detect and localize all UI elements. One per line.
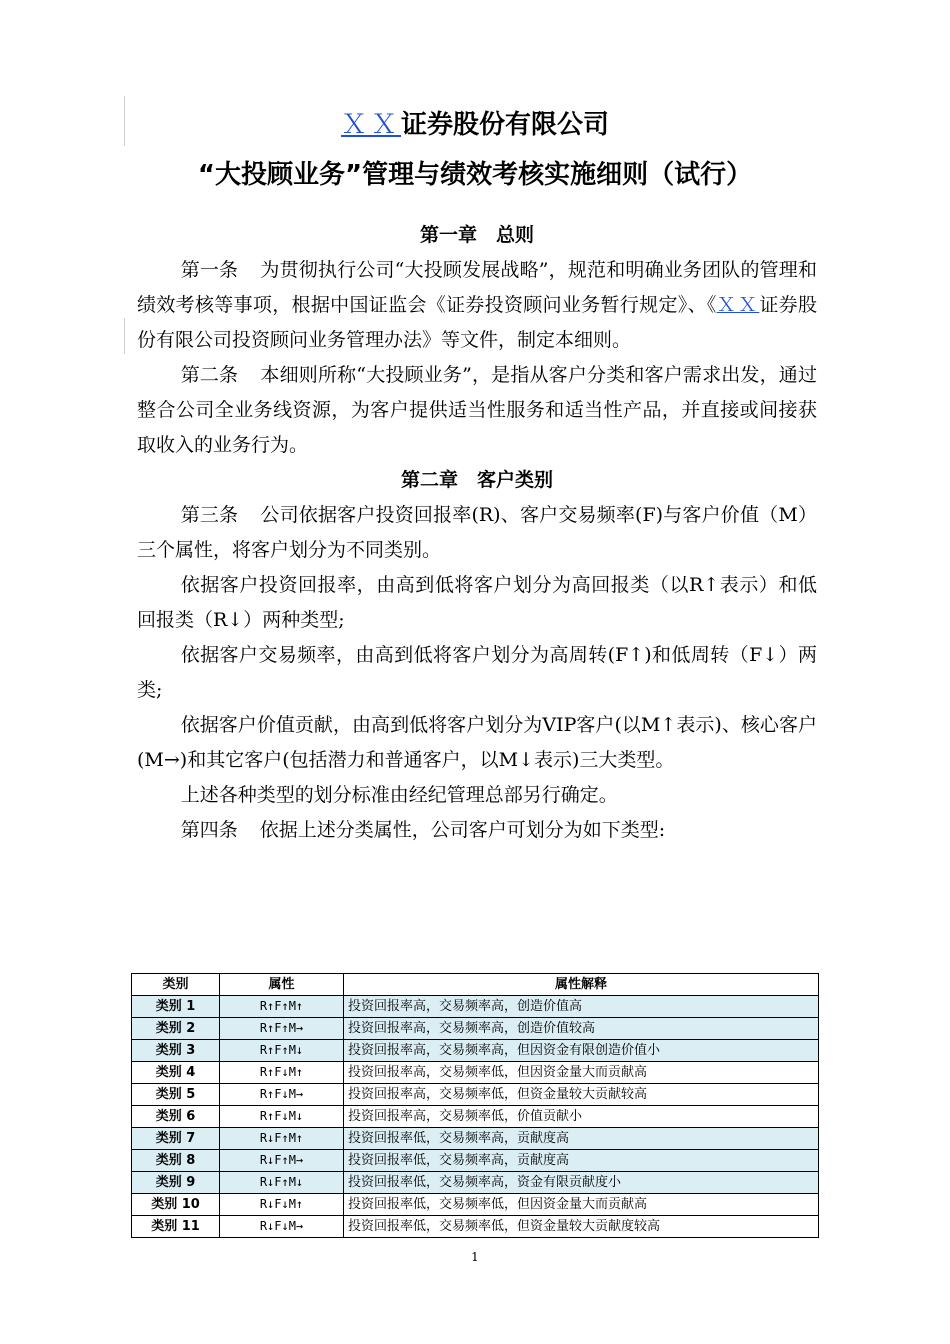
cell-category: 类别 5 bbox=[132, 1084, 220, 1106]
table-row bbox=[132, 1084, 819, 1106]
cell-attribute: R↓F↑M↑ bbox=[220, 1128, 344, 1150]
table-row bbox=[132, 1040, 819, 1062]
cell-category: 类别 8 bbox=[132, 1150, 220, 1172]
cell-category: 类别 7 bbox=[132, 1128, 220, 1150]
article-1 bbox=[137, 253, 817, 358]
cell-attribute: R↓F↑M↓ bbox=[220, 1172, 344, 1194]
cell-attribute: R↓F↓M↑ bbox=[220, 1194, 344, 1216]
article-3-label: 第三条 bbox=[180, 504, 239, 526]
chapter-1-heading: 第一章 总则 bbox=[419, 224, 534, 246]
article-3 bbox=[137, 498, 817, 568]
cell-attribute: R↓F↑M→ bbox=[220, 1150, 344, 1172]
cell-category: 类别 2 bbox=[132, 1018, 220, 1040]
paragraph-frequency: 依据客户交易频率，由高到低将客户划分为高周转(F↑)和低周转（F↓）两类; bbox=[137, 644, 817, 701]
table-row bbox=[132, 1194, 819, 1216]
cell-attribute: R↑F↓M↑ bbox=[220, 1062, 344, 1084]
article-4-text: 依据上述分类属性，公司客户可划分为如下类型: bbox=[259, 819, 666, 841]
table-row bbox=[132, 1062, 819, 1084]
cell-category: 类别 10 bbox=[132, 1194, 220, 1216]
cell-explanation: 投资回报率高，交易频率高，但因资金有限创造价值小 bbox=[344, 1040, 819, 1062]
table-row bbox=[132, 1216, 819, 1238]
cell-explanation: 投资回报率低，交易频率低，但资金量较大贡献度较高 bbox=[344, 1216, 819, 1238]
article-1-text-a: 为贯彻执行公司“大投顾发展战略”，规范和明确业务团队的管理和绩效考核等事项，根据中国证监会《证券投资顾问业务暂行规定》、《 bbox=[137, 259, 817, 316]
document-subtitle: “大投顾业务”管理与绩效考核实施细则（试行） bbox=[197, 160, 753, 190]
cell-explanation: 投资回报率低，交易频率高，贡献度高 bbox=[344, 1128, 819, 1150]
cell-explanation: 投资回报率高，交易频率低，但因资金量大而贡献高 bbox=[344, 1062, 819, 1084]
cell-attribute: R↑F↑M→ bbox=[220, 1018, 344, 1040]
cell-category: 类别 4 bbox=[132, 1062, 220, 1084]
cell-attribute: R↑F↑M↑ bbox=[220, 996, 344, 1018]
cell-explanation: 投资回报率高，交易频率高，创造价值高 bbox=[344, 996, 819, 1018]
cell-explanation: 投资回报率高，交易频率高，创造价值较高 bbox=[344, 1018, 819, 1040]
cell-attribute: R↑F↓M↓ bbox=[220, 1106, 344, 1128]
article-4 bbox=[137, 813, 817, 848]
table-row bbox=[132, 1150, 819, 1172]
table-row bbox=[132, 1106, 819, 1128]
article-1-placeholder: ＸＸ bbox=[716, 294, 760, 316]
header-category: 类别 bbox=[132, 974, 220, 996]
cell-category: 类别 11 bbox=[132, 1216, 220, 1238]
page-number: 1 bbox=[471, 1250, 479, 1264]
company-placeholder: ＸＸ bbox=[340, 110, 401, 140]
table-row bbox=[132, 1128, 819, 1150]
article-1-label: 第一条 bbox=[180, 259, 239, 281]
cell-explanation: 投资回报率低，交易频率低，但因资金量大而贡献高 bbox=[344, 1194, 819, 1216]
chapter-2-heading: 第二章 客户类别 bbox=[400, 469, 553, 491]
article-2 bbox=[137, 358, 817, 463]
company-name-suffix: 证券股份有限公司 bbox=[401, 110, 610, 140]
margin-mark-middle bbox=[124, 318, 125, 354]
document-body bbox=[137, 218, 817, 848]
header-explanation: 属性解释 bbox=[344, 974, 819, 996]
article-4-label: 第四条 bbox=[180, 819, 238, 841]
table-row bbox=[132, 1172, 819, 1194]
paragraph-standard: 上述各种类型的划分标准由经纪管理总部另行确定。 bbox=[180, 784, 618, 806]
company-title bbox=[0, 104, 950, 141]
article-2-text: 本细则所称“大投顾业务”，是指从客户分类和客户需求出发，通过整合公司全业务线资源，为客户提供适当性服务和适当性产品，并直接或间接获取收入的业务行为。 bbox=[137, 364, 817, 456]
cell-category: 类别 9 bbox=[132, 1172, 220, 1194]
cell-explanation: 投资回报率低，交易频率高，贡献度高 bbox=[344, 1150, 819, 1172]
table-header-row bbox=[132, 974, 819, 996]
cell-attribute: R↑F↑M↓ bbox=[220, 1040, 344, 1062]
article-2-label: 第二条 bbox=[180, 364, 239, 386]
header-attribute: 属性 bbox=[220, 974, 344, 996]
cell-attribute: R↓F↓M→ bbox=[220, 1216, 344, 1238]
table-row bbox=[132, 1018, 819, 1040]
cell-attribute: R↑F↓M→ bbox=[220, 1084, 344, 1106]
table-row bbox=[132, 996, 819, 1018]
cell-explanation: 投资回报率高，交易频率低，价值贡献小 bbox=[344, 1106, 819, 1128]
article-1-text-b: 证券股份有限公司投资顾问业务管理办法》等文件，制定本细则。 bbox=[137, 294, 817, 351]
cell-category: 类别 6 bbox=[132, 1106, 220, 1128]
cell-explanation: 投资回报率低，交易频率高，资金有限贡献度小 bbox=[344, 1172, 819, 1194]
paragraph-value: 依据客户价值贡献，由高到低将客户划分为VIP客户(以M↑表示)、核心客户(M→)和其它客户(包括潜力和普通客户，以M↓表示)三大类型。 bbox=[137, 714, 817, 771]
customer-category-table bbox=[131, 973, 819, 1238]
cell-category: 类别 3 bbox=[132, 1040, 220, 1062]
cell-category: 类别 1 bbox=[132, 996, 220, 1018]
paragraph-return-rate: 依据客户投资回报率，由高到低将客户划分为高回报类（以R↑表示）和低回报类（R↓）两种类型; bbox=[137, 574, 817, 631]
article-3-text: 公司依据客户投资回报率(R)、客户交易频率(F)与客户价值（M）三个属性，将客户划分为不同类别。 bbox=[137, 504, 817, 561]
cell-explanation: 投资回报率高，交易频率低，但资金量较大贡献较高 bbox=[344, 1084, 819, 1106]
